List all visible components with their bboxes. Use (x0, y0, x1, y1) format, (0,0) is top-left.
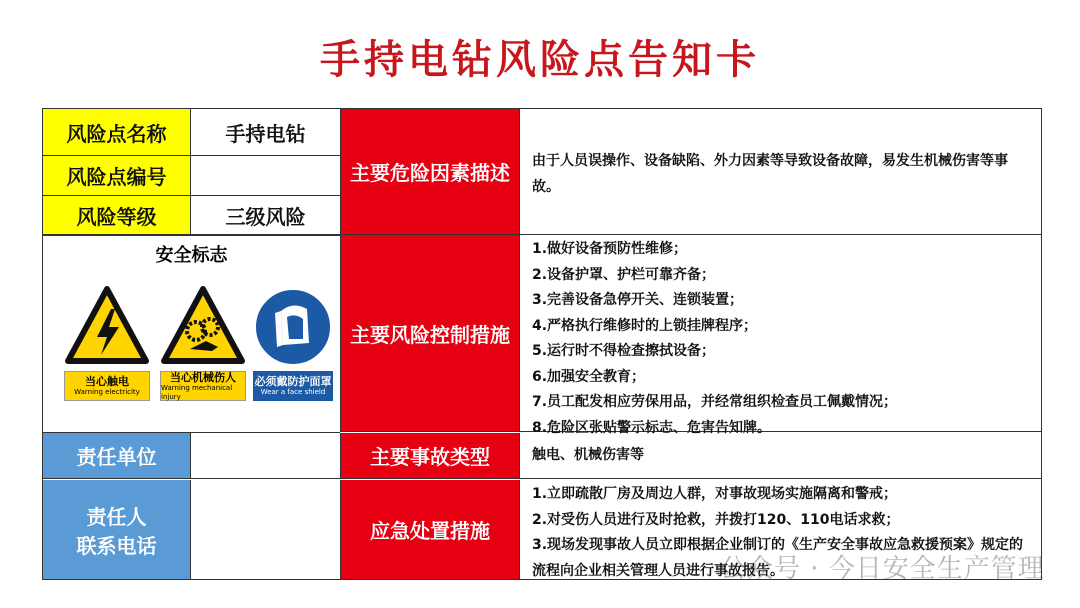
responsible-unit-label: 责任单位 (43, 433, 191, 479)
sign-mechanical-injury-subtext: Warning mechanical injury (161, 383, 233, 401)
contact-person-label (43, 480, 191, 579)
responsible-unit-value (191, 433, 340, 479)
sign-face-shield-label (253, 371, 333, 401)
emergency-item: 3.现场发现事故人员立即根据企业制订的《生产安全事故应急救援预案》规定的流程向企业相关管理人员进行事故报告。 (532, 537, 1024, 579)
control-item: 6.加强安全教育； (532, 368, 646, 385)
sign-electric-shock-text: 当心触电 (85, 375, 129, 388)
risk-card (42, 108, 1042, 580)
control-item: 7.员工配发相应劳保用品，并经常组织检查员工佩戴情况； (532, 394, 898, 410)
safety-signs-title: 安全标志 (155, 245, 228, 266)
contact-person-value (191, 480, 340, 579)
sign-mechanical-injury-label (160, 371, 246, 401)
control-item: 4.严格执行维修时的上锁挂牌程序； (532, 317, 758, 334)
control-item: 2.设备护罩、护栏可靠齐备； (532, 266, 716, 283)
card-title: 手持电钻风险点告知卡 (320, 37, 760, 83)
face-shield-required-icon (253, 285, 333, 369)
emergency-measures-label: 应急处置措施 (340, 480, 520, 579)
sign-electric-shock-subtext: Warning electricity (74, 388, 140, 396)
emergency-item: 2.对受伤人员进行及时抢救，并拨打120、110电话求救； (532, 511, 900, 528)
emergency-item: 1.立即疏散厂房及周边人群，对事故现场实施隔离和警戒； (532, 486, 898, 502)
risk-level-value: 三级风险 (191, 196, 340, 235)
electric-shock-warning-icon (64, 285, 150, 369)
risk-name-label: 风险点名称 (43, 109, 191, 156)
accident-type-text: 触电、机械伤害等 (520, 433, 1041, 479)
risk-name-value: 手持电钻 (191, 109, 340, 156)
control-item: 8.危险区张贴警示标志、危害告知牌。 (532, 419, 772, 436)
risk-code-value (191, 156, 340, 196)
sign-electric-shock-label (64, 371, 150, 401)
sign-face-shield (253, 285, 333, 405)
divider (43, 235, 340, 236)
mechanical-injury-warning-icon (160, 285, 246, 369)
sign-mechanical-injury-text: 当心机械伤人 (170, 370, 236, 384)
control-measures-label: 主要风险控制措施 (340, 235, 520, 432)
safety-signs-panel (43, 235, 340, 432)
risk-code-label: 风险点编号 (43, 156, 191, 196)
contact-label-line2: 联系电话 (76, 533, 157, 558)
sign-face-shield-subtext: Wear a face shield (260, 388, 326, 396)
accident-type-label: 主要事故类型 (340, 433, 520, 479)
risk-level-label: 风险等级 (43, 196, 191, 235)
control-item: 1.做好设备预防性维修； (532, 241, 688, 257)
contact-label-line1: 责任人 (86, 504, 147, 529)
hazard-description-text: 由于人员误操作、设备缺陷、外力因素等导致设备故障，易发生机械伤害等事故。 (520, 109, 1041, 235)
sign-mechanical-injury (160, 285, 246, 405)
sign-face-shield-text: 必须戴防护面罩 (254, 375, 332, 388)
control-item: 5.运行时不得检查擦拭设备； (532, 343, 716, 359)
watermark: 公众号 · 今日安全生产管理 (720, 554, 1045, 584)
control-measures-list (520, 235, 1041, 436)
control-item: 3.完善设备急停开关、连锁装置； (532, 292, 744, 308)
sign-electric-shock (64, 285, 150, 405)
hazard-description-label: 主要危险因素描述 (340, 109, 520, 235)
